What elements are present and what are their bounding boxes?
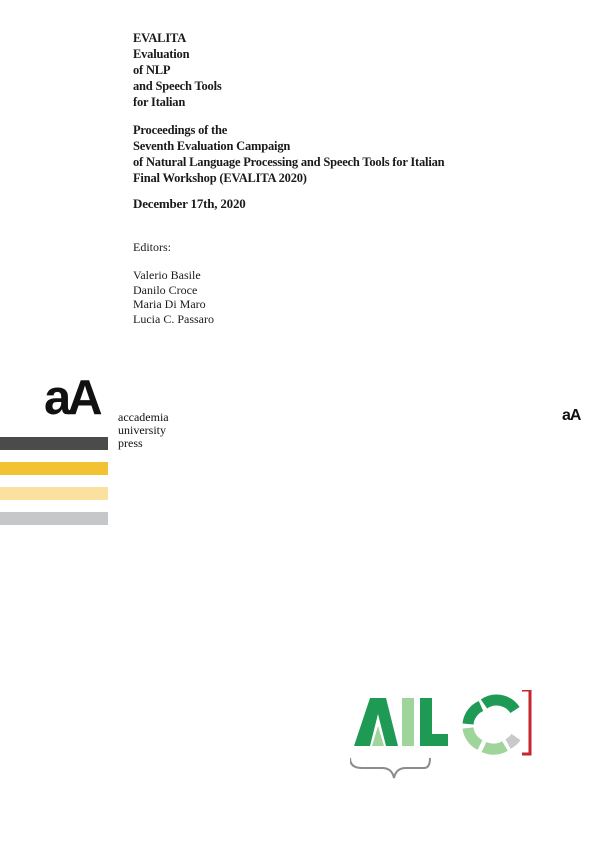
editor-name: Danilo Croce bbox=[133, 282, 198, 297]
publisher-name-line: accademia bbox=[118, 410, 169, 424]
proceedings-line: Proceedings of the bbox=[133, 123, 228, 137]
proceedings-line: Final Workshop (EVALITA 2020) bbox=[133, 171, 307, 185]
editors-list bbox=[133, 268, 214, 326]
title-line: and Speech Tools bbox=[133, 79, 222, 93]
publisher-logo: aA bbox=[44, 371, 99, 425]
stripe-dark-gray bbox=[0, 437, 108, 450]
title-line: Evaluation bbox=[133, 47, 190, 61]
publisher-name bbox=[118, 411, 169, 450]
publisher-logo-small: aA bbox=[562, 407, 581, 424]
publisher-name-line: university bbox=[118, 423, 166, 437]
stripe-light-yellow bbox=[0, 487, 108, 500]
stripe-light-gray bbox=[0, 512, 108, 525]
editor-name: Valerio Basile bbox=[133, 268, 201, 282]
proceedings-line: of Natural Language Processing and Speech Tools for Italian bbox=[133, 155, 445, 169]
title-line: of NLP bbox=[133, 63, 171, 77]
workshop-date: December 17th, 2020 bbox=[133, 196, 246, 211]
title-line: EVALITA bbox=[133, 31, 187, 45]
editor-name: Maria Di Maro bbox=[133, 297, 206, 311]
publisher-name-line: press bbox=[118, 436, 143, 450]
proceedings-block bbox=[133, 122, 444, 186]
title-block bbox=[133, 30, 222, 110]
title-line: for Italian bbox=[133, 95, 186, 109]
editors-label: Editors: bbox=[133, 240, 171, 254]
stripe-yellow bbox=[0, 462, 108, 475]
editor-name: Lucia C. Passaro bbox=[133, 311, 214, 326]
ailc-logo bbox=[350, 690, 540, 790]
proceedings-line: Seventh Evaluation Campaign bbox=[133, 139, 291, 153]
